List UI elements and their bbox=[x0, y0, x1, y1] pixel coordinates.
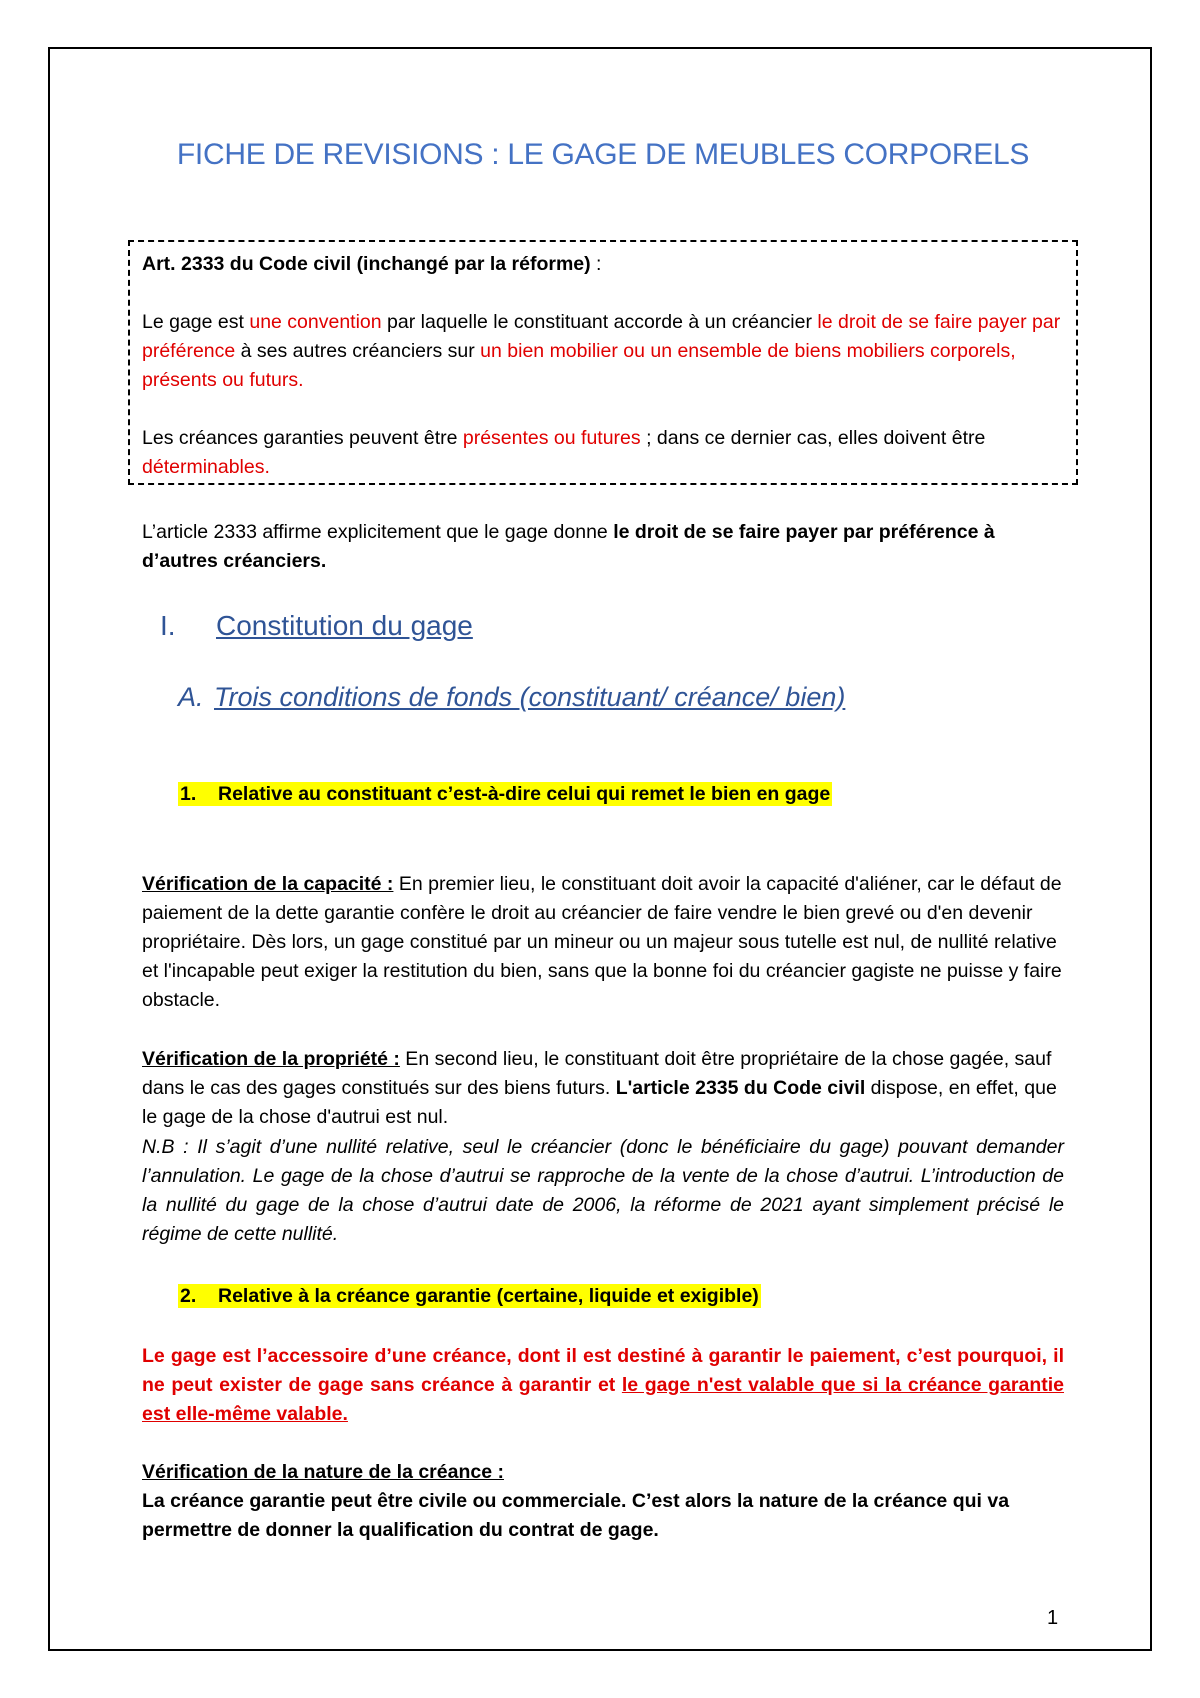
accessory-paragraph: Le gage est l’accessoire d’une créance, dont il est destiné à garantir le paiement, c’est pourquoi, il ne peut exister de gage sans créance à garantir et le gage n'est valable que si la créance garantie est elle-même valable. bbox=[142, 1345, 1064, 1425]
document-title: FICHE DE REVISIONS : LE GAGE DE MEUBLES CORPORELS bbox=[176, 138, 1030, 171]
page-number: 1 bbox=[1047, 1607, 1059, 1629]
nb-note: N.B : Il s’agit d’une nullité relative, seul le créancier (donc le bénéficiaire du gage) pouvant demander l’annulation. Le gage de la chose d’autrui se rapproche de la vente de la chose d’autrui. L’introduction de la nullité du gage de la chose d’autrui date de 2006, la réforme de 2021 ayant simplement précisé le régime de cette nullité. bbox=[142, 1136, 1064, 1245]
article-paragraph-1: Le gage est une convention par laquelle le constituant accorde à un créancier le droit de se faire payer par préférence à ses autres créanciers sur un bien mobilier ou un ensemble de biens mobiliers corporels, présents ou futurs. bbox=[142, 311, 1061, 391]
property-paragraph: Vérification de la propriété : En second lieu, le constituant doit être propriétaire de la chose gagée, sauf dans le cas des gages constitués sur des biens futurs. L'article 2335 du Code civil dispose, en effet, que le gage de la chose d'autrui est nul. bbox=[142, 1048, 1057, 1128]
article-box bbox=[128, 240, 1078, 485]
nature-paragraph: La créance garantie peut être civile ou commerciale. C’est alors la nature de la créance qui va permettre de donner la qualification du contrat de gage. bbox=[142, 1490, 1010, 1541]
intro-paragraph: L’article 2333 affirme explicitement que le gage donne le droit de se faire payer par préférence à d’autres créanciers. bbox=[142, 521, 995, 572]
article-heading-suffix: : bbox=[590, 253, 602, 275]
section-heading-a: A. Trois conditions de fonds (constituant/ créance/ bien) bbox=[178, 682, 846, 712]
capacity-paragraph: Vérification de la capacité : En premier lieu, le constituant doit avoir la capacité d'aliéner, car le défaut de paiement de la dette garantie confère le droit au créancier de faire vendre le bien grevé ou d'en devenir propriétaire. Dès lors, un gage constitué par un mineur ou un majeur sous tutelle est nul, de nullité relative et l'incapable peut exiger la restitution du bien, sans que la bonne foi du créancier gagiste ne puisse y faire obstacle. bbox=[142, 873, 1062, 1011]
article-paragraph-2: Les créances garanties peuvent être présentes ou futures ; dans ce dernier cas, elles doivent être déterminables. bbox=[142, 427, 986, 478]
article-heading: Art. 2333 du Code civil (inchangé par la réforme) bbox=[142, 253, 591, 275]
nature-label: Vérification de la nature de la créance : bbox=[142, 1461, 504, 1483]
condition-1-heading: 1. Relative au constituant c’est-à-dire celui qui remet le bien en gage bbox=[180, 783, 831, 805]
section-heading-1: I. Constitution du gage bbox=[160, 610, 473, 641]
condition-2-heading: 2. Relative à la créance garantie (certaine, liquide et exigible) bbox=[180, 1285, 759, 1307]
